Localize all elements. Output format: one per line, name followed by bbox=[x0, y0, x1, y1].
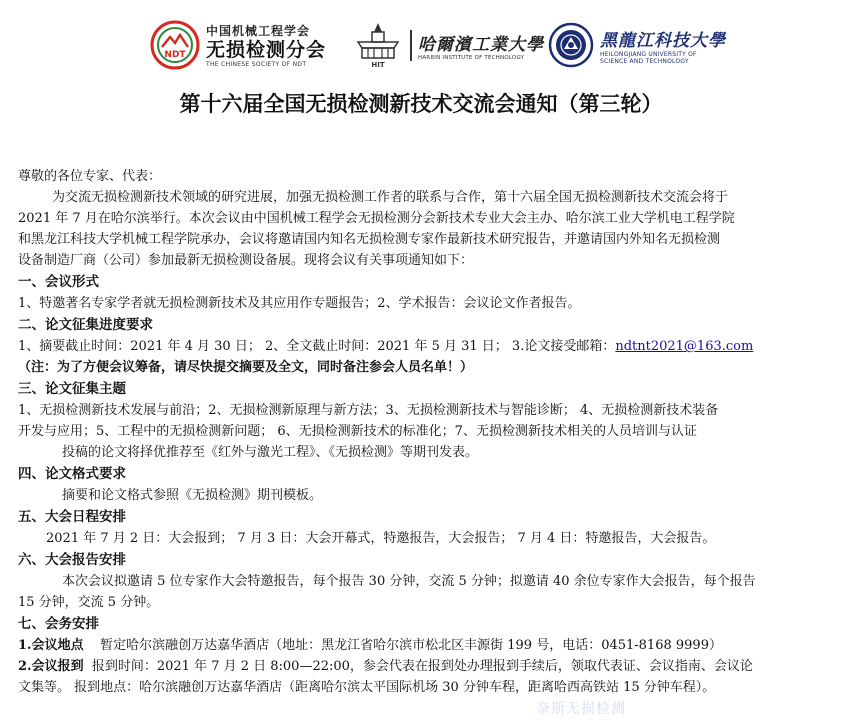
journal-recommendation: 投稿的论文将择优推荐至《红外与激光工程》、《无损检测》等期刊发表。 bbox=[62, 445, 479, 460]
section-heading-agenda: 五、大会日程安排 bbox=[18, 509, 126, 525]
ndt-badge-icon bbox=[150, 20, 200, 70]
intro-line: 为交流无损检测新技术领域的研究进展，加强无损检测工作者的联系与合作，第十六届全国无损检测新技术交流会将于 bbox=[52, 190, 729, 205]
greeting: 尊敬的各位专家、代表： bbox=[18, 169, 162, 184]
ndt-society-logo bbox=[150, 14, 326, 76]
venue-line bbox=[18, 635, 830, 656]
hit-university-name-en: HARBIN INSTITUTE OF TECHNOLOGY bbox=[418, 54, 525, 61]
ndt-society-name-main: 无损检测分会 bbox=[206, 39, 327, 61]
paper-format-line: 摘要和论文格式参照《无损检测》期刊模板。 bbox=[62, 488, 323, 503]
registration-label: 2.会议报到 bbox=[18, 659, 84, 674]
section-heading-reports: 六、大会报告安排 bbox=[18, 552, 126, 568]
watermark: 奈斯无损检测 bbox=[536, 701, 626, 717]
hit-building-icon bbox=[352, 20, 404, 70]
ndt-society-name-en: THE CHINESE SOCIETY OF NDT bbox=[206, 61, 307, 68]
hit-university-logo bbox=[352, 14, 544, 76]
format-line: 1、特邀著名专家学者就无损检测新技术及其应用作专题报告；2、学术报告：会议论文作者报告。 bbox=[18, 296, 581, 311]
intro-line: 2021 年 7 月在哈尔滨举行。本次会议由中国机械工程学会无损检测分会新技术专业大会主办、哈尔滨工业大学机电工程学院 bbox=[18, 211, 735, 226]
hit-university-name: 哈爾濱工業大學 bbox=[418, 34, 544, 55]
heilongjiang-university-name: 黑龍江科技大學 bbox=[600, 30, 726, 51]
heilongjiang-university-name-en-2: SCIENCE AND TECHNOLOGY bbox=[600, 57, 689, 65]
topics-line: 开发与应用；5、工程中的无损检测新问题； 6、无损检测新技术的标准化；7、无损检测新技术相关的人员培训与认证 bbox=[18, 424, 697, 439]
section-heading-logistics: 七、会务安排 bbox=[18, 616, 99, 632]
intro-line: 和黑龙江科技大学机械工程学院承办，会议将邀请国内知名无损检测专家作最新技术研究报告，并邀请国内外知名无损检测 bbox=[18, 232, 721, 247]
section-heading-format: 一、会议形式 bbox=[18, 274, 99, 290]
document-title: 第十六届全国无损检测新技术交流会通知（第三轮） bbox=[179, 92, 663, 116]
hit-badge-text: HIT bbox=[371, 61, 385, 69]
venue-label: 1.会议地点 bbox=[18, 638, 84, 653]
heilongjiang-seal-icon bbox=[548, 22, 594, 68]
registration-line-2: 文集等。 报到地点：哈尔滨融创万达嘉华酒店（距离哈尔滨太平国际机场 30 分钟车程，距离哈西高铁站 15 分钟车程）。 bbox=[18, 680, 716, 695]
submission-email-link[interactable]: ndtnt2021@163.com bbox=[615, 339, 754, 354]
ndt-badge-text: NDT bbox=[164, 50, 186, 60]
deadline-text: 1、摘要截止时间：2021 年 4 月 30 日； 2、全文截止时间：2021 年 5 月 31 日； 3.论文接受邮箱： bbox=[18, 339, 616, 354]
section-heading-paper-format: 四、论文格式要求 bbox=[18, 466, 126, 482]
heilongjiang-university-name-en-1: HEILONGJIANG UNIVERSITY OF bbox=[600, 50, 697, 58]
registration-text: 报到时间：2021 年 7 月 2 日 8:00—22:00，参会代表在报到处办理报到手续后，领取代表证、会议指南、会议论 bbox=[91, 659, 753, 674]
intro-line: 设备制造厂商（公司）参加最新无损检测设备展。现将会议有关事项通知如下： bbox=[18, 253, 474, 268]
registration-line bbox=[18, 656, 830, 677]
submission-note: （注：为了方便会议筹备，请尽快提交摘要及全文，同时备注参会人员名单！） bbox=[18, 360, 474, 375]
heilongjiang-university-logo bbox=[548, 14, 726, 76]
section-heading-topics: 三、论文征集主题 bbox=[18, 381, 126, 397]
section-heading-schedule: 二、论文征集进度要求 bbox=[18, 317, 153, 333]
notice-body bbox=[18, 166, 830, 698]
topics-line: 1、无损检测新技术发展与前沿；2、无损检测新原理与新方法；3、无损检测新技术与智能诊断； 4、无损检测新技术装备 bbox=[18, 403, 719, 418]
agenda-line: 2021 年 7 月 2 日：大会报到； 7 月 3 日：大会开幕式，特邀报告，大会报告； 7 月 4 日：特邀报告，大会报告。 bbox=[46, 531, 716, 546]
reports-line: 15 分钟，交流 5 分钟。 bbox=[18, 595, 160, 610]
ndt-society-name-top: 中国机械工程学会 bbox=[206, 24, 311, 38]
venue-text: 暂定哈尔滨融创万达嘉华酒店（地址：黑龙江省哈尔滨市松北区丰源街 199 号，电话：0451-8168 9999） bbox=[100, 638, 722, 653]
deadline-line bbox=[18, 336, 830, 357]
reports-line: 本次会议拟邀请 5 位专家作大会特邀报告，每个报告 30 分钟，交流 5 分钟；拟邀请 40 余位专家作大会报告，每个报告 bbox=[62, 574, 756, 589]
header-logos bbox=[0, 14, 842, 76]
